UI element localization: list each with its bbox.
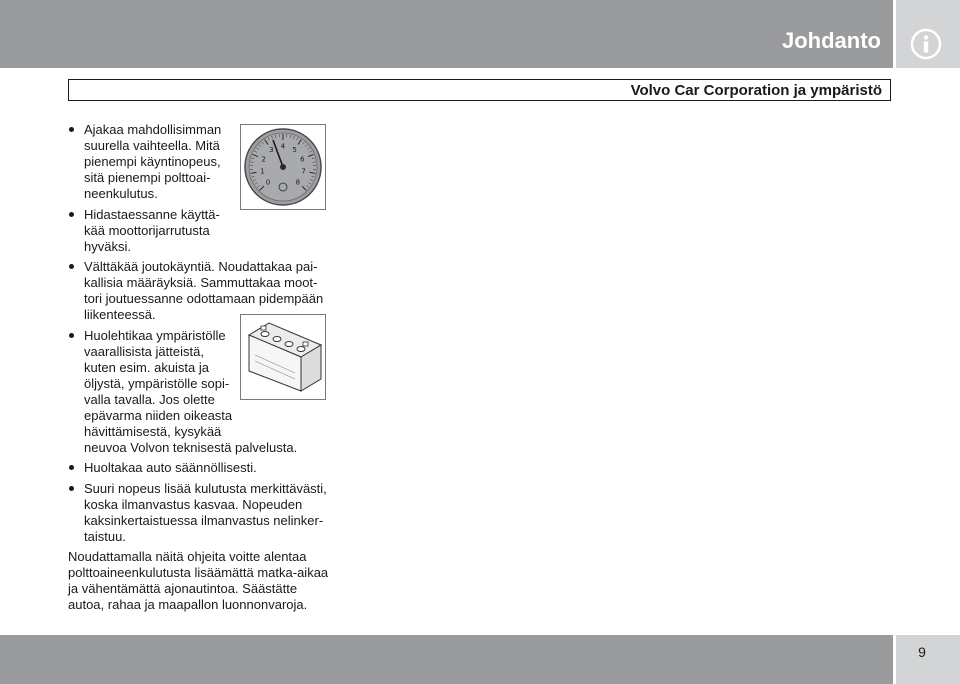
dial-label: 6 <box>300 155 305 164</box>
footer-bar <box>0 635 893 684</box>
list-item-line: valla tavalla. Jos olette <box>84 391 215 407</box>
list-item-line: pienempi käyntinopeus, <box>84 154 221 169</box>
paragraph-line: polttoaineenkulutusta lisäämättä matka-aikaa <box>68 565 329 580</box>
list-item-line: Suuri nopeus lisää kulutusta merkittävästi, <box>84 480 327 496</box>
dial-label: 5 <box>292 146 297 155</box>
dial-label: 1 <box>260 167 265 176</box>
list-item-line: kuten esim. akuista ja <box>84 359 210 375</box>
list-item <box>68 207 338 255</box>
list-item-line: vaarallisista jätteistä, <box>84 343 204 359</box>
footer-page-box <box>896 635 960 684</box>
list-item-line: Huolehtikaa ympäristölle <box>84 327 226 343</box>
dial-label: 7 <box>301 167 306 176</box>
list-item-line: sitä pienempi polttoai- <box>84 170 211 185</box>
tachometer-figure <box>240 124 326 210</box>
page-number: 9 <box>918 644 926 660</box>
dial-label: 0 <box>265 178 271 187</box>
list-item-line: suurella vaihteella. Mitä <box>84 138 220 153</box>
dial-label: 8 <box>295 178 301 187</box>
list-item-line: Hidastaessanne käyttä- <box>84 206 220 222</box>
page-title: Johdanto <box>782 28 881 53</box>
paragraph-line: ja vähentämättä ajonautintoa. Säästätte <box>68 581 298 596</box>
dial-label: 4 <box>280 142 286 151</box>
list-item-line: kaksinkertaistuessa ilmanvastus nelinker- <box>84 512 324 528</box>
list-item-line: taistuu. <box>84 528 126 544</box>
tachometer-illustration <box>241 125 325 209</box>
section-title: Volvo Car Corporation ja ympäristö <box>630 82 882 99</box>
list-item <box>68 460 338 476</box>
list-item-line: hävittämisestä, kysykää <box>84 423 222 439</box>
list-item-line: Huoltakaa auto säännöllisesti. <box>84 460 257 475</box>
paragraph-line: Noudattamalla näitä ohjeita voitte alentaa <box>68 549 307 564</box>
battery-figure <box>240 314 326 400</box>
header-icon-box <box>896 0 960 68</box>
list-item-line: Välttäkää joutokäyntiä. Noudattakaa pai- <box>84 259 318 274</box>
list-item-line: neuvoa Volvon teknisestä palvelusta. <box>84 439 298 455</box>
list-item-line: Ajakaa mahdollisimman <box>84 122 222 137</box>
dial-label: 2 <box>261 155 266 164</box>
list-item-line: kallisia määräyksiä. Sammuttakaa moot- <box>84 275 318 290</box>
list-item-line: liikenteessä. <box>84 307 156 322</box>
list-item-line: kää moottorijarrutusta <box>84 222 210 238</box>
header-bar <box>0 0 893 68</box>
info-icon <box>910 28 942 60</box>
list-item-line: neenkulutus. <box>84 186 158 201</box>
paragraph-line: autoa, rahaa ja maapallon luonnonvaroja. <box>68 597 308 612</box>
list-item <box>68 481 338 545</box>
section-header <box>68 79 891 101</box>
list-item-line: epävarma niiden oikeasta <box>84 407 233 423</box>
summary-paragraph <box>68 549 338 613</box>
list-item-line: hyväksi. <box>84 238 131 254</box>
dial-label: 3 <box>269 146 274 155</box>
list-item-line: öljystä, ympäristölle sopi- <box>84 375 230 391</box>
battery-illustration <box>241 315 325 399</box>
list-item-line: tori joutuessanne odottamaan pidempään <box>84 291 324 306</box>
list-item-line: koska ilmanvastus kasvaa. Nopeuden <box>84 496 303 512</box>
